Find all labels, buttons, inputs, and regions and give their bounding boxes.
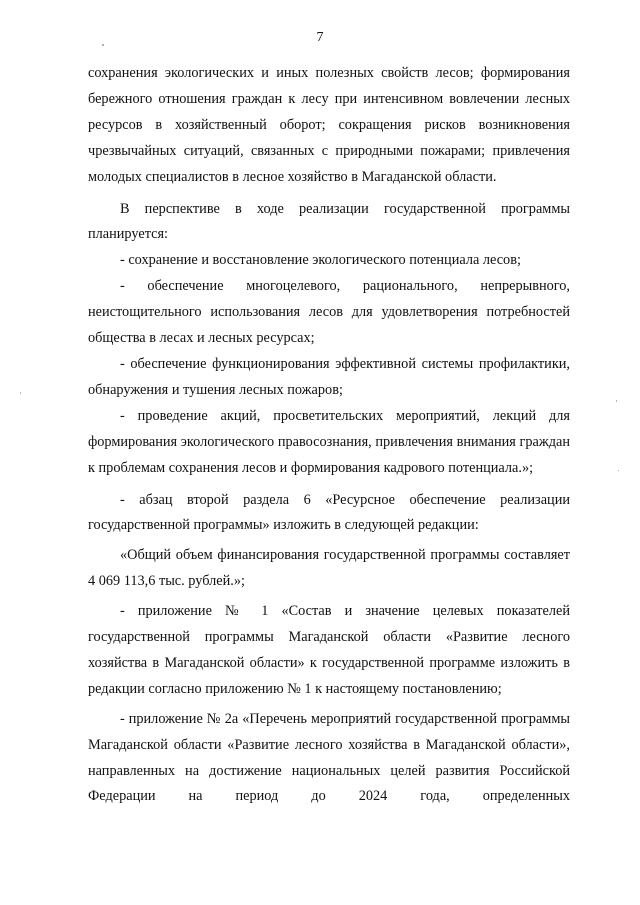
list-item-forest-use: - обеспечение многоцелевого, рационального, непрерывного, неистощительного использования лесов для удовлетворения потребностей общества в лесах и лесных ресурсах;: [88, 278, 570, 347]
document-body: [88, 61, 570, 810]
financing-statement: «Общий объем финансирования государственной программы составляет 4 069 113,6 тыс. рублей.»;: [88, 547, 570, 590]
scan-speck: [616, 400, 617, 402]
scan-speck: [102, 44, 104, 46]
list-item-education: - проведение акций, просветительских мероприятий, лекций для формирования экологического правосознания, привлечения внимания граждан к проблемам сохранения лесов и формирования кадрового потенциала.»;: [88, 407, 570, 476]
scan-speck: [618, 470, 619, 471]
scan-speck: [20, 392, 21, 394]
page-number: 7: [316, 30, 324, 45]
amendment-appendix-1: - приложение № 1 «Состав и значение целевых показателей государственной программы Магаданской области «Развитие лесного хозяйства в Магаданской области» к государственной программе изложить в редакции согласно приложению № 1 к настоящему постановлению;: [88, 603, 570, 697]
amendment-section-6: - абзац второй раздела 6 «Ресурсное обеспечение реализации государственной программы» изложить в следующей редакции:: [88, 491, 570, 534]
paragraph-continuation: сохранения экологических и иных полезных свойств лесов; формирования бережного отношения граждан к лесу при интенсивном вовлечении лесных ресурсов в хозяйственный оборот; сокращения рисков возникновения чрезвычайных ситуаций, связанных с природными пожарами; привлечения молодых специалистов в лесное хозяйство в Магаданской области.: [88, 65, 570, 185]
amendment-appendix-2a: - приложение № 2а «Перечень мероприятий государственной программы Магаданской области «Развитие лесного хозяйства в Магаданской области», направленных на достижение национальных целей развития Российской Федерации на период до 2024 года, определенных: [88, 710, 570, 805]
list-item-ecology: - сохранение и восстановление экологического потенциала лесов;: [120, 252, 521, 269]
paragraph-outlook: В перспективе в ходе реализации государственной программы планируется:: [88, 200, 570, 243]
list-item-fire-prevention: - обеспечение функционирования эффективной системы профилактики, обнаружения и тушения лесных пожаров;: [88, 355, 570, 398]
